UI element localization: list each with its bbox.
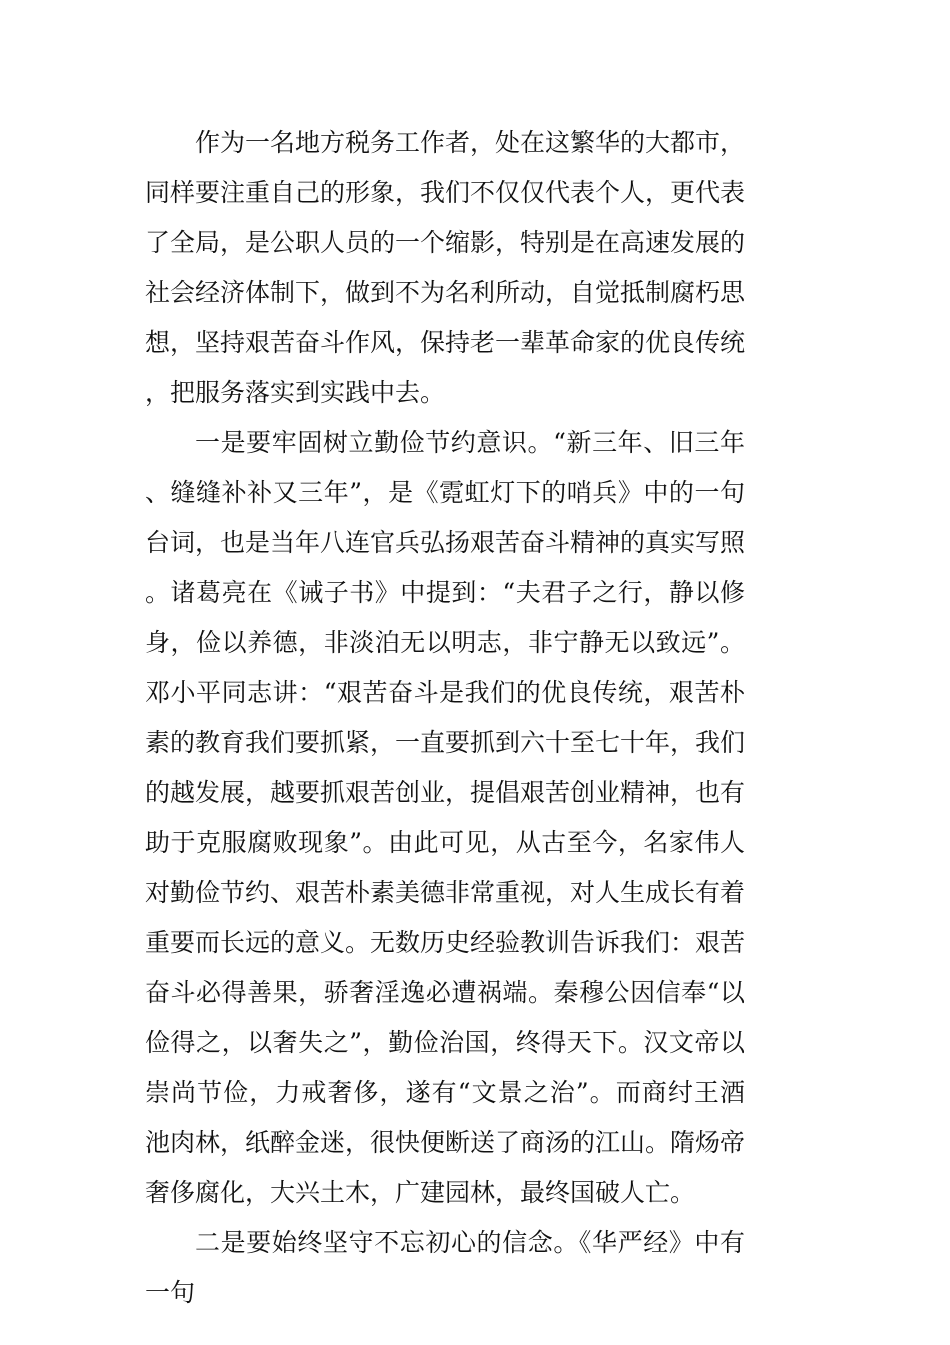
paragraph-frugality: 一是要牢固树立勤俭节约意识。“新三年、旧三年、缝缝补补又三年”，是《霓虹灯下的哨兵》中的一句台词，也是当年八连官兵弘扬艰苦奋斗精神的真实写照。诸葛亮在《诫子书》中提到：“夫君子之行，静以修身，俭以养德，非淡泊无以明志，非宁静无以致远”。邓小平同志讲：“艰苦奋斗是我们的优良传统，艰苦朴素的教育我们要抓紧，一直要抓到六十至七十年，我们的越发展，越要抓艰苦创业，提倡艰苦创业精神，也有助于克服腐败现象”。由此可见，从古至今，名家伟人对勤俭节约、艰苦朴素美德非常重视，对人生成长有着重要而长远的意义。无数历史经验教训告诉我们：艰苦奋斗必得善果，骄奢淫逸必遭祸端。秦穆公因信奉“以俭得之，以奢失之”，勤俭治国，终得天下。汉文帝以崇尚节俭，力戒奢侈，遂有“文景之治”。而商纣王酒池肉林，纸醉金迷，很快便断送了商汤的江山。隋炀帝奢侈腐化，大兴土木，广建园林，最终国破人亡。 <box>145 428 746 1207</box>
paragraph-intro: 作为一名地方税务工作者，处在这繁华的大都市，同样要注重自己的形象，我们不仅仅代表个人，更代表了全局，是公职人员的一个缩影，特别是在高速发展的社会经济体制下，做到不为名利所动，自觉抵制腐朽思想，坚持艰苦奋斗作风，保持老一辈革命家的优良传统，把服务落实到实践中去。 <box>145 128 746 407</box>
paragraph-original-aspiration: 二是要始终坚守不忘初心的信念。《华严经》中有一句 <box>145 1228 745 1307</box>
document-body <box>145 118 745 1318</box>
